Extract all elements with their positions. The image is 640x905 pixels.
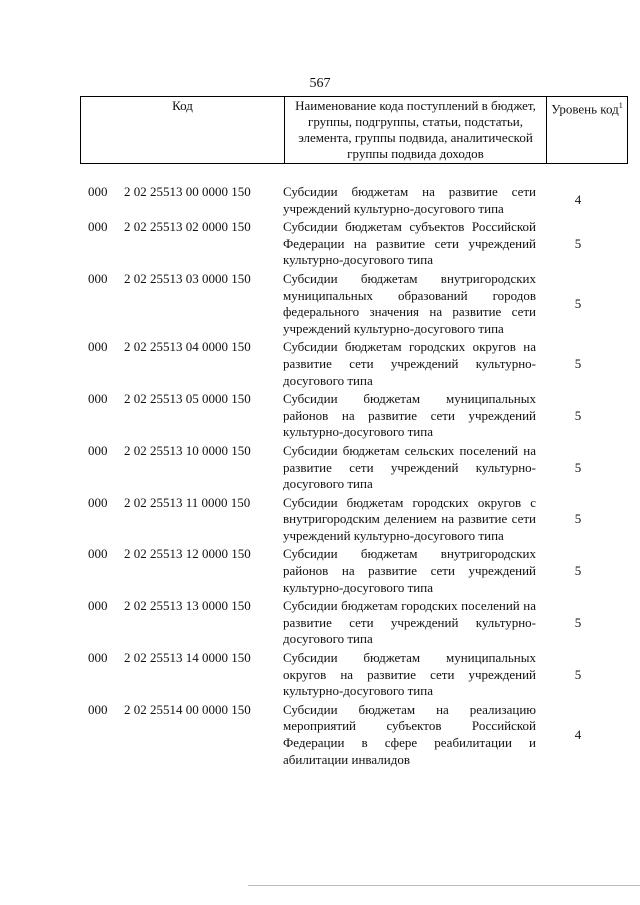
page-number: 567 [309,76,331,91]
table-header [80,96,628,164]
table-row [80,546,606,596]
code-level: 4 [574,726,582,742]
header-code: Код [81,97,285,164]
income-code: 2 02 25513 00 0000 150 [124,184,251,199]
table-row [80,391,606,441]
admin-code: 000 [88,184,108,199]
table-body [80,184,606,770]
header-name: Наименование кода поступлений в бюджет, группы, подгруппы, статьи, подстатьи, элемента, группы подвида, аналитической группы подвида доходов [285,97,547,164]
admin-code: 000 [88,270,108,286]
scan-edge-line [248,885,640,886]
table-row [80,598,606,648]
admin-code: 000 [88,494,108,510]
code-level: 5 [574,235,582,251]
income-name: Субсидии бюджетам на развитие сети учреждений культурно-досугового типа [283,184,536,216]
income-name: Субсидии бюджетам на реализацию мероприятий субъектов Российской Федерации в сфере реабилитации и абилитации инвалидов [283,701,536,767]
income-name: Субсидии бюджетам внутригородских муниципальных образований городов федерального значения на развитие сети учреждений культурно-досугового типа [283,270,536,336]
code-level: 5 [574,407,582,423]
header-level-superscript: 1 [618,101,623,110]
header-level [547,97,628,164]
code-level: 5 [574,563,582,579]
admin-code: 000 [88,442,108,458]
table-row [80,271,606,337]
admin-code: 000 [88,701,108,717]
table-row [80,219,606,269]
code-level: 5 [574,295,582,311]
income-code: 2 02 25513 13 0000 150 [124,598,251,614]
code-level: 5 [574,355,582,371]
income-name: Субсидии бюджетам городских округов на развитие сети учреждений культурно-досугового типа [283,339,536,388]
income-name: Субсидии бюджетам субъектов Российской Федерации на развитие сети учреждений культурно-досугового типа [283,219,536,268]
income-code: 2 02 25514 00 0000 150 [124,701,251,717]
code-level: 5 [574,614,582,630]
income-code: 2 02 25513 02 0000 150 [124,219,251,235]
income-name: Субсидии бюджетам муниципальных районов на развитие сети учреждений культурно-досугового типа [283,391,536,440]
income-name: Субсидии бюджетам внутригородских районов на развитие сети учреждений культурно-досугового типа [283,546,536,595]
code-level: 5 [574,666,582,682]
table-row [80,650,606,700]
income-code: 2 02 25513 03 0000 150 [124,270,251,286]
admin-code: 000 [88,339,108,355]
income-code: 2 02 25513 11 0000 150 [124,494,251,510]
table-row [80,495,606,545]
income-code: 2 02 25513 05 0000 150 [124,391,251,407]
header-level-text: Уровень код [551,101,619,117]
income-name: Субсидии бюджетам городских округов с внутригородским делением на развитие сети учреждений культурно-досугового типа [283,494,536,543]
code-level: 4 [574,192,582,208]
income-code: 2 02 25513 10 0000 150 [124,442,251,458]
income-code: 2 02 25513 04 0000 150 [124,339,251,355]
table-row [80,184,606,217]
admin-code: 000 [88,650,108,666]
income-name: Субсидии бюджетам муниципальных округов на развитие сети учреждений культурно-досугового типа [283,650,536,699]
table-row [80,443,606,493]
admin-code: 000 [88,219,108,235]
table-row [80,339,606,389]
admin-code: 000 [88,391,108,407]
income-name: Субсидии бюджетам сельских поселений на развитие сети учреждений культурно-досугового типа [283,442,536,492]
admin-code: 000 [88,598,108,614]
code-level: 5 [574,511,582,527]
admin-code: 000 [88,546,108,562]
income-name: Субсидии бюджетам городских поселений на развитие сети учреждений культурно-досугового типа [283,598,536,647]
income-code: 2 02 25513 12 0000 150 [124,546,251,562]
income-code: 2 02 25513 14 0000 150 [124,650,251,666]
table-row [80,702,606,768]
code-level: 5 [574,459,582,475]
